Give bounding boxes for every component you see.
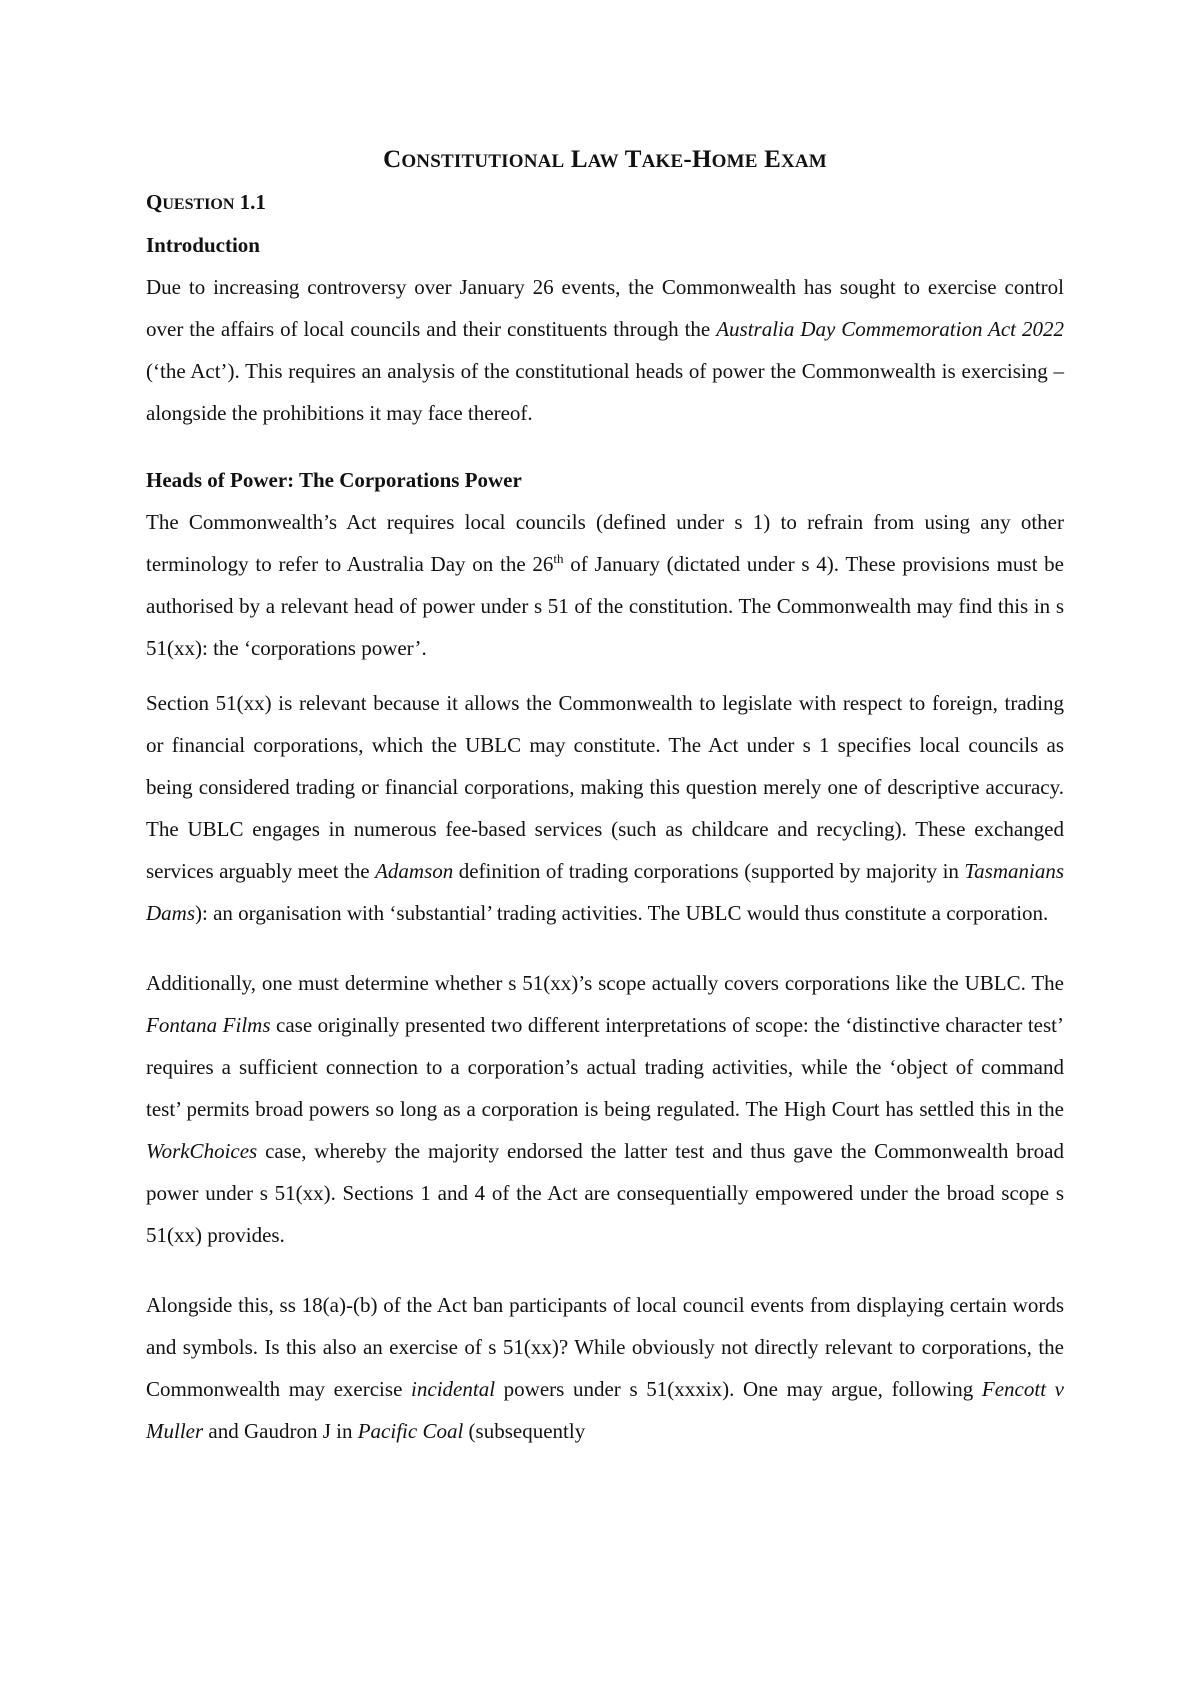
paragraph-heads-1: The Commonwealth’s Act requires local councils (defined under s 1) to refrain from using any other terminology to refer to Australia Day on the 26th of January (dictated under s 4). These provisions must be authorised by a relevant head of power under s 51 of the constitution. The Commonwealth may find this in s 51(xx): the ‘corporations power’. bbox=[146, 510, 1064, 660]
document-title: CONSTITUTIONAL LAW TAKE-HOME EXAM bbox=[383, 146, 827, 173]
question-heading: QUESTION 1.1 bbox=[146, 190, 266, 214]
section-heading-introduction: Introduction bbox=[146, 233, 260, 257]
document-page bbox=[146, 146, 1064, 1452]
paragraph-heads-3: Additionally, one must determine whether s 51(xx)’s scope actually covers corporations like the UBLC. The Fontana Films case originally presented two different interpretations of scope: the ‘distinctive character test’ requires a sufficient connection to a corporation’s actual trading activities, while the ‘object of command test’ permits broad powers so long as a corporation is being regulated. The High Court has settled this in the WorkChoices case, whereby the majority endorsed the latter test and thus gave the Commonwealth broad power under s 51(xx). Sections 1 and 4 of the Act are consequentially empowered under the broad scope s 51(xx) provides. bbox=[146, 971, 1064, 1247]
paragraph-heads-4: Alongside this, ss 18(a)-(b) of the Act ban participants of local council events from displaying certain words and symbols. Is this also an exercise of s 51(xx)? While obviously not directly relevant to corporations, the Commonwealth may exercise incidental powers under s 51(xxxix). One may argue, following Fencott v Muller and Gaudron J in Pacific Coal (subsequently bbox=[146, 1293, 1064, 1443]
paragraph-heads-2: Section 51(xx) is relevant because it allows the Commonwealth to legislate with respect to foreign, trading or financial corporations, which the UBLC may constitute. The Act under s 1 specifies local councils as being considered trading or financial corporations, making this question merely one of descriptive accuracy. The UBLC engages in numerous fee-based services (such as childcare and recycling). These exchanged services arguably meet the Adamson definition of trading corporations (supported by majority in Tasmanians Dams): an organisation with ‘substantial’ trading activities. The UBLC would thus constitute a corporation. bbox=[146, 691, 1064, 925]
section-heading-heads-of-power: Heads of Power: The Corporations Power bbox=[146, 468, 522, 492]
paragraph-intro: Due to increasing controversy over January 26 events, the Commonwealth has sought to exercise control over the affairs of local councils and their constituents through the Australia Day Commemoration Act 2022 (‘the Act’). This requires an analysis of the constitutional heads of power the Commonwealth is exercising – alongside the prohibitions it may face thereof. bbox=[146, 275, 1064, 425]
